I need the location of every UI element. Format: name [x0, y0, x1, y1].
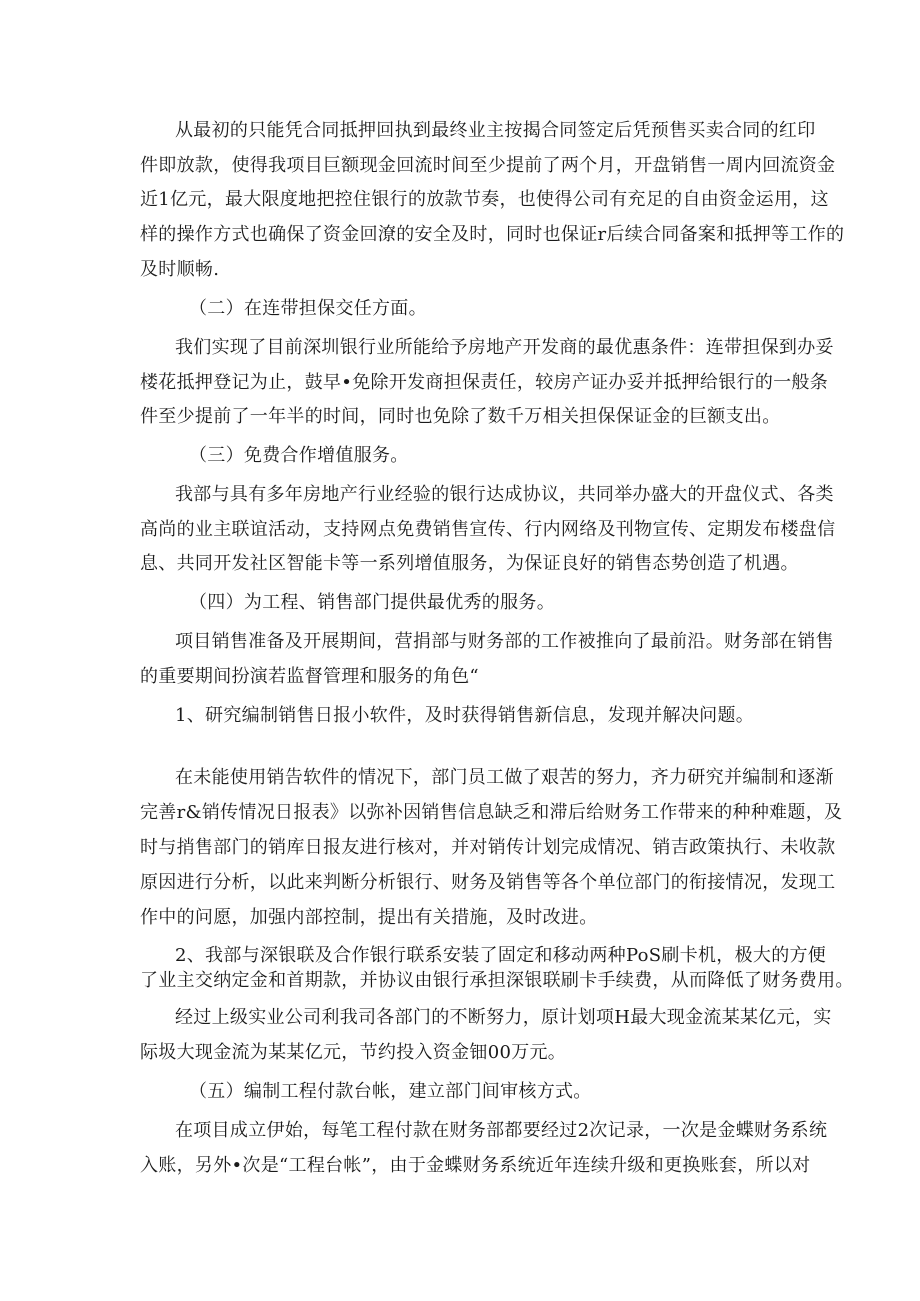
- text-line: 高尚的业主联谊活动，支持网点免费销售宣传、行内网络及刊物宣传、定期发布楼盘信: [140, 519, 836, 540]
- text-line: 在项目成立伊始，每笔工程付款在财务部都要经过2次记录，一次是金蝶财务系统: [175, 1120, 828, 1141]
- text-line: 楼花抵押登记为止，鼓早•免除开发商担保责任，较房产证办妥并抵押给银行的一般条: [140, 372, 829, 393]
- text-line: 从最初的只能凭合同抵押回执到最终业主按揭合同签定后凭预售买卖合同的红印: [175, 120, 816, 141]
- text-line: 在未能使用销告软件的情况下，部门员工做了艰苦的努力，齐力研究并编制和逐渐: [175, 767, 834, 788]
- text-line: 际圾大现金流为某某亿元，节约投入资金钿00万元。: [140, 1042, 567, 1063]
- text-line: 我部与具有多年房地产行业经验的银行达成协议，共同举办盛大的开盘仪式、各类: [175, 484, 834, 505]
- text-line: 及时顺畅.: [140, 259, 220, 280]
- text-line: 了业主交纳定金和首期款，并协议由银行承担深银联刷卡手续费，从而降低了财务费用。: [140, 970, 854, 991]
- text-line: 完善r&销传情况日报表》以弥补因销售信息缺乏和滞后给财务工作带来的种种难题，及: [140, 802, 843, 823]
- text-line: 原因进行分析，以此来判断分析银行、财务及销售等各个单位部门的衔接情况，发现工: [140, 872, 836, 893]
- section-heading: （四）为工程、销售部门提供最优秀的服务。: [189, 592, 555, 613]
- text-line: 2、我部与深银联及合作银行联系安装了固定和移动两种PoS刷卡机，极大的方便: [175, 945, 827, 966]
- text-line: 作中的问愿，加强内部控制，提出有关措施，及时改进。: [140, 907, 598, 928]
- text-line: 样的操作方式也确保了资金回潦的安全及时，同时也保证r后续合同备案和抵押等工作的: [140, 224, 845, 245]
- section-heading: （五）编制工程付款台帐，建立部门间审核方式。: [189, 1081, 592, 1102]
- text-line: 时与捎售部门的销库日报友进行核对，并对销传计划完成情况、销吉政策执行、未收款: [140, 837, 836, 858]
- text-line: 件即放款，使得我项目巨额现金回流时间至少提前了两个月，开盘销售一周内回流资金: [140, 155, 836, 176]
- text-line: 息、共同开发社区智能卡等一系列增值服务，为保证良好的销售态势创造了机遇。: [140, 553, 799, 574]
- section-heading: （二）在连带担保交任方面。: [189, 298, 427, 319]
- text-line: 近1亿元，最大限度地把控住银行的放款节奏，也使得公司有充足的自由资金运用，这: [140, 189, 829, 210]
- text-line: 1、研究编制销售日报小软件，及时获得销售新信息，发现并解决问题。: [175, 705, 755, 726]
- section-heading: （三）免费合作增值服务。: [189, 445, 409, 466]
- text-line: 的重要期间扮演若监督管理和服务的角色“: [140, 666, 479, 687]
- text-line: 项目销售准备及开展期间，营捐部与财务部的工作被推向了最前沿。财务部在销售: [175, 631, 834, 652]
- text-line: 件至少提前了一年半的时间，同时也免除了数千万相关担保保证金的巨额支出。: [140, 406, 781, 427]
- text-line: 我们实现了目前深圳银行业所能给予房地产开发商的最优惠条件：连带担保到办妥: [175, 337, 834, 358]
- text-line: 入账，另外•次是“工程台帐”，由于金蝶财务系统近年连续升级和更换账套，所以对: [140, 1155, 811, 1176]
- text-line: 经过上级实业公司利我司各部门的不断努力，原计划项H最大现金流某某亿元，实: [175, 1007, 832, 1028]
